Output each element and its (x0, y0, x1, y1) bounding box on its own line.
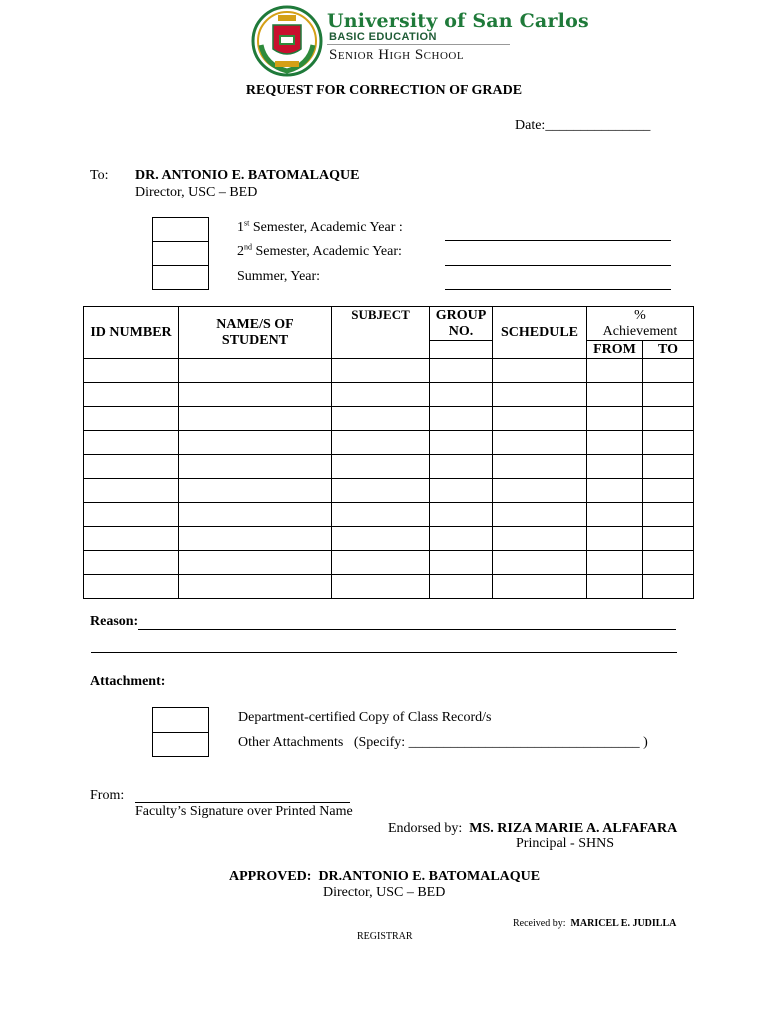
header-from: FROM (587, 341, 643, 359)
faculty-signature-line[interactable] (135, 802, 350, 803)
cell-schedule[interactable] (493, 359, 587, 383)
university-name: University of San Carlos (327, 10, 589, 32)
cell-id[interactable] (84, 479, 179, 503)
cell-schedule[interactable] (493, 407, 587, 431)
cell-schedule[interactable] (493, 383, 587, 407)
cell-name[interactable] (179, 431, 332, 455)
table-row (84, 479, 694, 503)
second-semester-label: 2nd Semester, Academic Year: (237, 242, 402, 259)
form-title: REQUEST FOR CORRECTION OF GRADE (245, 83, 523, 98)
cell-group[interactable] (430, 479, 493, 503)
header-to: TO (643, 341, 694, 359)
approved-by: APPROVED: DR.ANTONIO E. BATOMALAQUE (229, 869, 541, 884)
cell-name[interactable] (179, 575, 332, 599)
cell-subject[interactable] (332, 527, 430, 551)
cell-schedule[interactable] (493, 479, 587, 503)
first-semester-year-field[interactable] (445, 240, 671, 241)
university-seal-logo (251, 5, 323, 77)
table-row (84, 551, 694, 575)
date-field[interactable]: Date:_______________ (515, 118, 651, 133)
endorser-title: Principal - SHNS (516, 836, 614, 851)
cell-to[interactable] (643, 431, 694, 455)
first-semester-checkbox[interactable] (152, 217, 209, 242)
cell-name[interactable] (179, 479, 332, 503)
cell-group[interactable] (430, 431, 493, 455)
cell-group[interactable] (430, 383, 493, 407)
cell-group[interactable] (430, 503, 493, 527)
cell-schedule[interactable] (493, 431, 587, 455)
second-semester-checkbox[interactable] (152, 241, 209, 266)
registrar-label: REGISTRAR (357, 931, 413, 942)
cell-schedule[interactable] (493, 575, 587, 599)
attachment-label: Attachment: (90, 674, 166, 689)
table-row (84, 503, 694, 527)
table-row (84, 407, 694, 431)
cell-from[interactable] (587, 575, 643, 599)
addressee-title: Director, USC – BED (135, 185, 258, 200)
cell-name[interactable] (179, 359, 332, 383)
endorsed-by: Endorsed by: MS. RIZA MARIE A. ALFAFARA (388, 821, 678, 836)
cell-subject[interactable] (332, 551, 430, 575)
cell-schedule[interactable] (493, 455, 587, 479)
second-semester-year-field[interactable] (445, 265, 671, 266)
cell-from[interactable] (587, 455, 643, 479)
cell-schedule[interactable] (493, 503, 587, 527)
cell-subject[interactable] (332, 575, 430, 599)
grade-correction-table (83, 306, 694, 599)
first-semester-label: 1st Semester, Academic Year : (237, 218, 403, 235)
header-divider (327, 44, 510, 45)
cell-id[interactable] (84, 455, 179, 479)
cell-group[interactable] (430, 455, 493, 479)
summer-year-field[interactable] (445, 289, 671, 290)
approver-title: Director, USC – BED (323, 885, 446, 900)
cell-subject[interactable] (332, 479, 430, 503)
other-attachments-label: Other Attachments (Specify: _________________________________ ) (238, 735, 648, 750)
cell-to[interactable] (643, 359, 694, 383)
cell-subject[interactable] (332, 359, 430, 383)
cell-name[interactable] (179, 551, 332, 575)
from-label: From: (90, 788, 125, 803)
cell-id[interactable] (84, 383, 179, 407)
header-group-no: GROUP NO. (430, 307, 493, 341)
received-by: Received by: MARICEL E. JUDILLA (513, 918, 677, 929)
cell-id[interactable] (84, 503, 179, 527)
table-row (84, 527, 694, 551)
cell-to[interactable] (643, 503, 694, 527)
header-group-no-sub (430, 341, 493, 359)
header-student-name: NAME/S OF STUDENT (179, 307, 332, 359)
cell-from[interactable] (587, 383, 643, 407)
faculty-signature-caption: Faculty’s Signature over Printed Name (135, 804, 353, 819)
cell-group[interactable] (430, 359, 493, 383)
cell-schedule[interactable] (493, 527, 587, 551)
cell-subject[interactable] (332, 407, 430, 431)
header-subject: SUBJECT (332, 307, 430, 359)
addressee-name: DR. ANTONIO E. BATOMALAQUE (135, 168, 360, 183)
cell-from[interactable] (587, 503, 643, 527)
cell-to[interactable] (643, 479, 694, 503)
cell-from[interactable] (587, 431, 643, 455)
division-name: BASIC EDUCATION (329, 31, 437, 43)
cell-schedule[interactable] (493, 551, 587, 575)
cell-id[interactable] (84, 407, 179, 431)
table-row (84, 383, 694, 407)
header-achievement: % Achievement (587, 307, 694, 341)
table-row (84, 359, 694, 383)
cell-subject[interactable] (332, 431, 430, 455)
cell-group[interactable] (430, 407, 493, 431)
cell-name[interactable] (179, 455, 332, 479)
to-label: To: (90, 168, 109, 183)
table-row (84, 431, 694, 455)
other-attachments-checkbox[interactable] (152, 732, 209, 757)
header-schedule: SCHEDULE (493, 307, 587, 359)
cell-to[interactable] (643, 383, 694, 407)
cell-from[interactable] (587, 551, 643, 575)
cell-id[interactable] (84, 551, 179, 575)
cell-id[interactable] (84, 575, 179, 599)
cell-from[interactable] (587, 359, 643, 383)
reason-line-1[interactable] (138, 629, 676, 630)
cell-id[interactable] (84, 359, 179, 383)
cell-from[interactable] (587, 527, 643, 551)
school-name: Senior High School (329, 47, 465, 63)
cell-to[interactable] (643, 527, 694, 551)
cell-from[interactable] (587, 479, 643, 503)
cell-name[interactable] (179, 407, 332, 431)
table-row (84, 575, 694, 599)
reason-label: Reason: (90, 614, 139, 629)
summer-checkbox[interactable] (152, 265, 209, 290)
cell-name[interactable] (179, 503, 332, 527)
cell-subject[interactable] (332, 383, 430, 407)
cell-subject[interactable] (332, 503, 430, 527)
cell-to[interactable] (643, 407, 694, 431)
class-record-checkbox[interactable] (152, 707, 209, 733)
cell-group[interactable] (430, 551, 493, 575)
summer-label: Summer, Year: (237, 269, 321, 284)
cell-name[interactable] (179, 527, 332, 551)
cell-to[interactable] (643, 551, 694, 575)
cell-group[interactable] (430, 527, 493, 551)
cell-to[interactable] (643, 575, 694, 599)
header-id-number: ID NUMBER (84, 307, 179, 359)
reason-line-2[interactable] (91, 652, 677, 653)
class-record-label: Department-certified Copy of Class Record/s (238, 710, 492, 725)
table-row (84, 455, 694, 479)
cell-subject[interactable] (332, 455, 430, 479)
cell-name[interactable] (179, 383, 332, 407)
cell-id[interactable] (84, 527, 179, 551)
cell-to[interactable] (643, 455, 694, 479)
cell-from[interactable] (587, 407, 643, 431)
cell-group[interactable] (430, 575, 493, 599)
cell-id[interactable] (84, 431, 179, 455)
